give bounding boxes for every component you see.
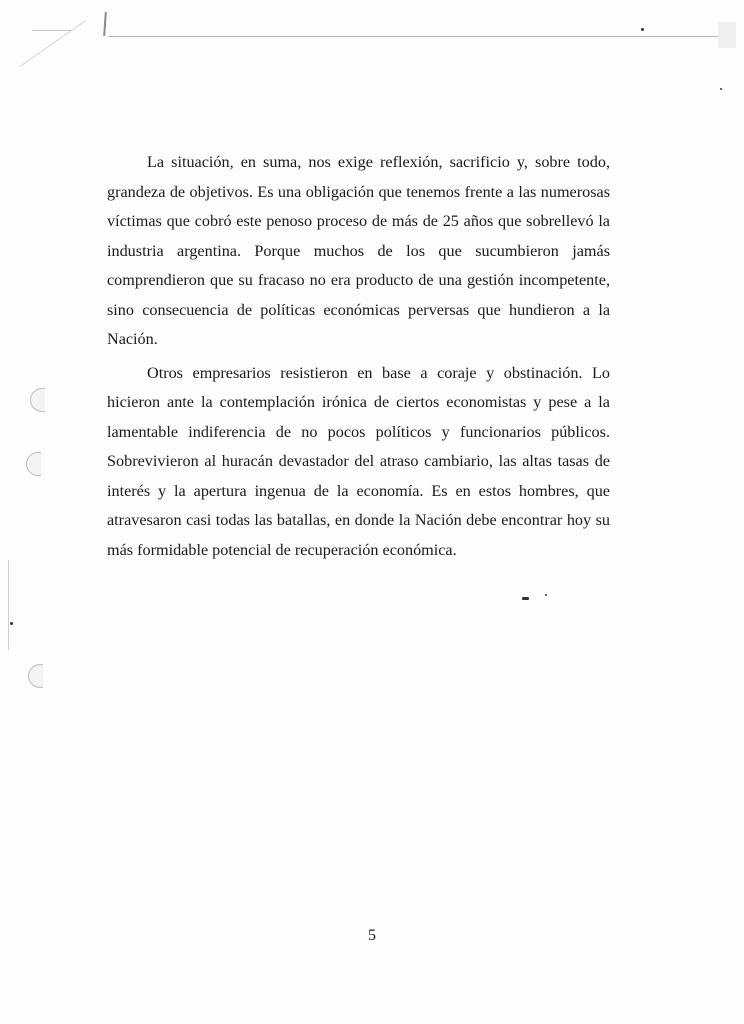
paragraph: La situación, en suma, nos exige reflexión, sacrificio y, sobre todo, grandeza de objetivos. Es una obligación que tenemos frente a las numerosas víctimas que cobró este penoso proceso de más de 25 años que sobrellevó la industria argentina. Porque muchos de los que sucumbieron jamás comprendieron que su fracaso no era producto de una gestión incompetente, sino consecuencia de políticas económicas perversas que hundieron a la Nación. <box>107 153 610 348</box>
scan-speck <box>641 28 644 31</box>
binder-hole-top <box>30 388 45 412</box>
binder-hole-bottom <box>28 664 43 688</box>
scan-speck <box>10 622 13 625</box>
binder-hole-middle <box>26 452 41 476</box>
scan-speck <box>720 88 722 90</box>
scan-fold-line <box>108 36 718 37</box>
scan-corner-mark <box>32 30 72 31</box>
scan-speck <box>522 597 529 600</box>
page-number: 5 <box>368 927 376 944</box>
scan-fold-mark <box>103 12 107 36</box>
scan-speck <box>545 594 547 596</box>
body-text <box>107 148 610 569</box>
scan-diagonal-mark <box>20 20 86 67</box>
scan-corner-shadow <box>718 22 736 48</box>
paragraph: Otros empresarios resistieron en base a coraje y obstinación. Lo hicieron ante la contemplación irónica de ciertos economistas y pese a la lamentable indiferencia de no pocos políticos y funcionarios públicos. Sobrevivieron al huracán devastador del atraso cambiario, las altas tasas de interés y la apertura ingenua de la economía. Es en estos hombres, que atravesaron casi todas las batallas, en donde la Nación debe encontrar hoy su más formidable potencial de recuperación económica. <box>107 363 610 559</box>
scan-left-edge <box>8 560 9 650</box>
